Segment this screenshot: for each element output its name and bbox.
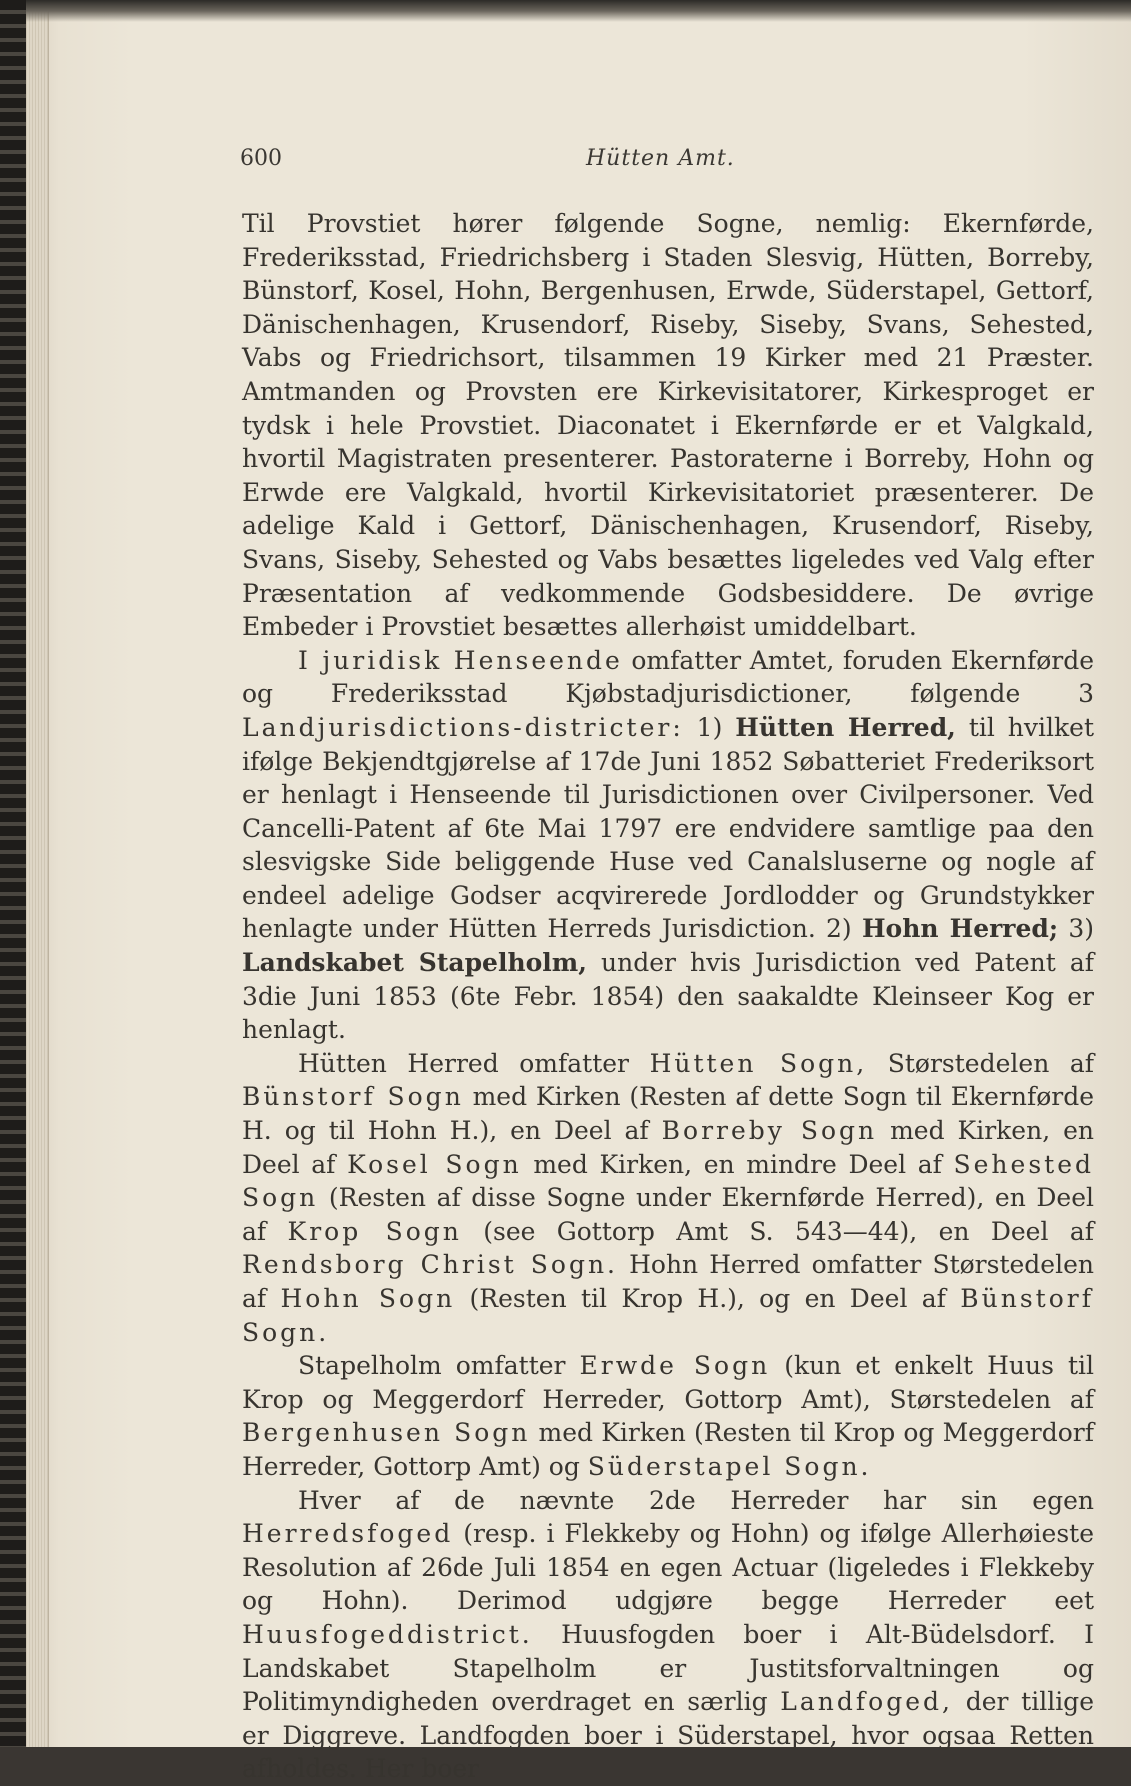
- paragraph-provstiet: [242, 207, 1094, 644]
- text-segment: med Kirken, en Deel af: [242, 1116, 1094, 1179]
- spaced-text: I juridisk Henseende: [298, 645, 623, 675]
- text-segment: omfatter Amtet, foruden Ekernførde og Frederiksstad Kjøbstadjurisdictioner, følgende 3: [242, 645, 1094, 709]
- text-segment: (Resten til Krop H.), og en Deel af: [455, 1284, 961, 1313]
- text-segment: 1): [683, 712, 736, 742]
- spaced-text: Süderstapel Sogn.: [587, 1451, 872, 1481]
- spaced-text: Bünstorf Sogn: [242, 1082, 464, 1112]
- book-page: [26, 0, 1131, 1784]
- spaced-text: Bünstorf Sogn.: [242, 1284, 1094, 1347]
- text-segment: Stapelholm omfatter: [298, 1351, 580, 1381]
- text-segment: Huusfogden boer i Alt-Büdelsdorf. I Landskabet Stapelholm er Justitsforvaltningen og Politimyndigheden overdraget en særlig: [242, 1619, 1094, 1717]
- running-head: Hütten Amt.: [586, 146, 735, 171]
- bold-heading-hohn-herred: Hohn Herred;: [861, 914, 1059, 944]
- text-segment: Hver af de nævnte 2de Herreder har sin egen: [298, 1485, 1094, 1515]
- page-number: 600: [240, 146, 282, 171]
- spaced-text: Landfoged,: [780, 1687, 953, 1717]
- text-segment: Til Provstiet hører følgende Sogne, nemlig: Ekernførde, Frederiksstad, Friedrichsberg i Staden Slesvig, Hütten, Borreby, Bünstorf, Kosel, Hohn, Bergenhusen, Erwde, Süderstapel, Gettorf, Dänischenhagen, Krusendorf, Riseby, Siseby, Svans, Sehested, Vabs og Friedrichsort, tilsammen 19 Kirker med 21 Præster. Amtmanden og Provsten ere Kirkevisitatorer, Kirkesproget er tydsk i hele Provstiet. Diaconatet i Ekernførde er et Valgkald, hvortil Magistraten presenterer. Pastoraterne i Borreby, Hohn og Erwde ere Valgkald, hvortil Kirkevisitatoriet præsenterer. De adelige Kald i Gettorf, Dänischenhagen, Krusendorf, Riseby, Svans, Siseby, Sehested og Vabs besættes ligeledes ved Valg efter Præsentation af vedkommende Godsbesiddere. De øvrige Embeder i Provstiet besættes allerhøist umiddelbart.: [242, 209, 1094, 642]
- body-text: [242, 207, 1094, 1786]
- text-segment: (resp. i Flekkeby og Hohn) og ifølge Allerhøieste Resolution af 26de Juli 1854 en egen Actuar (ligeledes i Flekkeby og Hohn). Derimod udgjøre begge Herreder eet: [242, 1519, 1094, 1616]
- spaced-text: Krop Sogn: [287, 1216, 462, 1246]
- spaced-text: Huusfogeddistrict.: [242, 1619, 533, 1649]
- paragraph-stapelholm: [242, 1349, 1094, 1483]
- bold-heading-stapelholm: Landskabet Stapelholm,: [242, 948, 587, 978]
- text-segment: (see Gottorp Amt S. 543—44), en Deel af: [461, 1216, 1094, 1246]
- text-segment: (kun et enkelt Huus til Krop og Meggerdorf Herreder, Gottorp Amt), Størstedelen af: [242, 1351, 1094, 1414]
- spaced-text: Hohn Sogn: [280, 1284, 456, 1313]
- spaced-text: Rendsborg Christ Sogn.: [242, 1250, 619, 1280]
- spaced-text: Erwde Sogn: [579, 1351, 771, 1381]
- page-header: [26, 146, 1131, 180]
- spaced-text: Bergenhusen Sogn: [242, 1418, 531, 1448]
- spaced-text: Herredsfoged: [242, 1519, 454, 1549]
- text-segment: Størstedelen af: [867, 1048, 1094, 1078]
- spaced-text: Kosel Sogn: [347, 1149, 522, 1179]
- text-segment: (Resten af disse Sogne under Ekernførde Herred), en Deel af: [242, 1183, 1094, 1246]
- paragraph-hutten-herred: [242, 1047, 1094, 1349]
- text-segment: med Kirken, en mindre Deel af: [521, 1149, 954, 1179]
- spaced-text: Hütten Sogn,: [649, 1048, 868, 1078]
- text-segment: til hvilket ifølge Bekjendtgjørelse af 17de Juni 1852 Søbatteriet Frederiksort er henlagt i Henseende til Jurisdictionen over Civilpersoner. Ved Cancelli-Patent af 6te Mai 1797 ere endvidere samtlige paa den slesvigske Side beliggende Huse ved Canalsluserne og nogle af endeel adelige Godser acqvirerede Jordlodder og Grundstykker henlagte under Hütten Herreds Jurisdiction. 2): [242, 712, 1094, 944]
- text-segment: der tillige er Diggreve. Landfogden boer i Süderstapel, hvor ogsaa Retten afholdes. Her boer: [242, 1687, 1094, 1784]
- spaced-text: Borreby Sogn: [661, 1116, 878, 1146]
- text-segment: 3): [1058, 914, 1095, 944]
- text-segment: med Kirken (Resten til Krop og Meggerdorf Herreder, Gottorp Amt) og: [242, 1418, 1094, 1481]
- top-shadow: [26, 0, 1131, 22]
- text-segment: Hohn Herred omfatter Størstedelen af: [242, 1250, 1094, 1313]
- text-segment: Hütten Herred omfatter: [298, 1048, 650, 1078]
- paragraph-juridisk: [242, 644, 1094, 1047]
- text-segment: under hvis Jurisdiction ved Patent af 3die Juni 1853 (6te Febr. 1854) den saakaldte Kleinseer Kog er henlagt.: [242, 948, 1095, 1045]
- bold-heading-hutten-herred: Hütten Herred,: [735, 712, 956, 742]
- book-binding: [0, 0, 26, 1747]
- paragraph-herredsfoged: [242, 1484, 1094, 1786]
- page-stack-edge: [26, 0, 49, 1747]
- spaced-text: Landjurisdictions-districter:: [242, 712, 684, 742]
- spaced-text: Sehested Sogn: [242, 1149, 1095, 1213]
- text-segment: med Kirken (Resten af dette Sogn til Ekernførde H. og til Hohn H.), en Deel af: [242, 1082, 1094, 1146]
